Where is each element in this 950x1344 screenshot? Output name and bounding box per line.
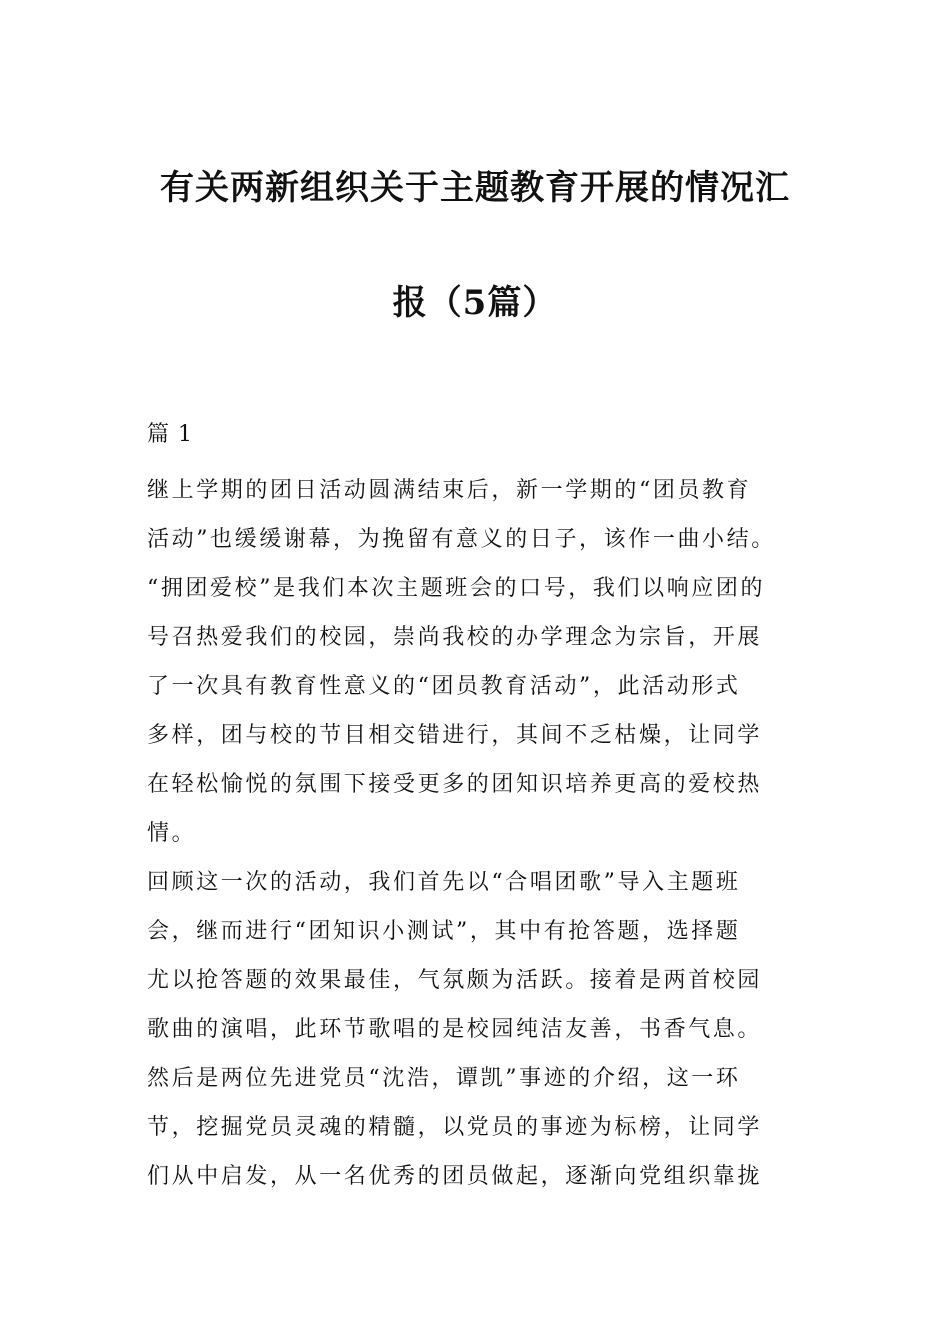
body-line: “拥团爱校”是我们本次主题班会的口号，我们以响应团的 <box>147 576 766 601</box>
body-line: 们从中启发，从一名优秀的团员做起，逐渐向党组织靠拢 <box>147 1164 763 1189</box>
body-line: 尤以抢答题的效果最佳，气氛颇为活跃。接着是两首校园 <box>147 968 763 993</box>
document-title-line-1: 有关两新组织关于主题教育开展的情况汇 <box>160 168 790 208</box>
body-line: 多样，团与校的节目相交错进行，其间不乏枯燥，让同学 <box>147 723 763 748</box>
body-line: 在轻松愉悦的氛围下接受更多的团知识培养更高的爱校热 <box>147 772 763 797</box>
document-body <box>147 418 807 1201</box>
body-line: 活动”也缓缓谢幕，为挽留有意义的日子，该作一曲小结。 <box>147 527 776 552</box>
body-line: 节，挖掘党员灵魂的精髓，以党员的事迹为标榜，让同学 <box>147 1115 763 1140</box>
document-title-line-2: 报（5篇） <box>392 283 558 323</box>
section-label: 篇 1 <box>147 422 193 447</box>
body-line: 号召热爱我们的校园，崇尚我校的办学理念为宗旨，开展 <box>147 625 763 650</box>
body-line: 然后是两位先进党员“沈浩，谭凯”事迹的介绍，这一环 <box>147 1066 741 1091</box>
body-line: 了一次具有教育性意义的“团员教育活动”，此活动形式 <box>147 674 741 699</box>
body-line: 歌曲的演唱，此环节歌唱的是校园纯洁友善，书香气息。 <box>147 1017 763 1042</box>
body-line: 情。 <box>147 821 197 846</box>
body-line: 回顾这一次的活动，我们首先以“合唱团歌”导入主题班 <box>147 870 741 895</box>
body-line: 继上学期的团日活动圆满结束后，新一学期的“团员教育 <box>147 478 752 503</box>
body-line: 会，继而进行“团知识小测试”，其中有抢答题，选择题 <box>147 919 741 944</box>
